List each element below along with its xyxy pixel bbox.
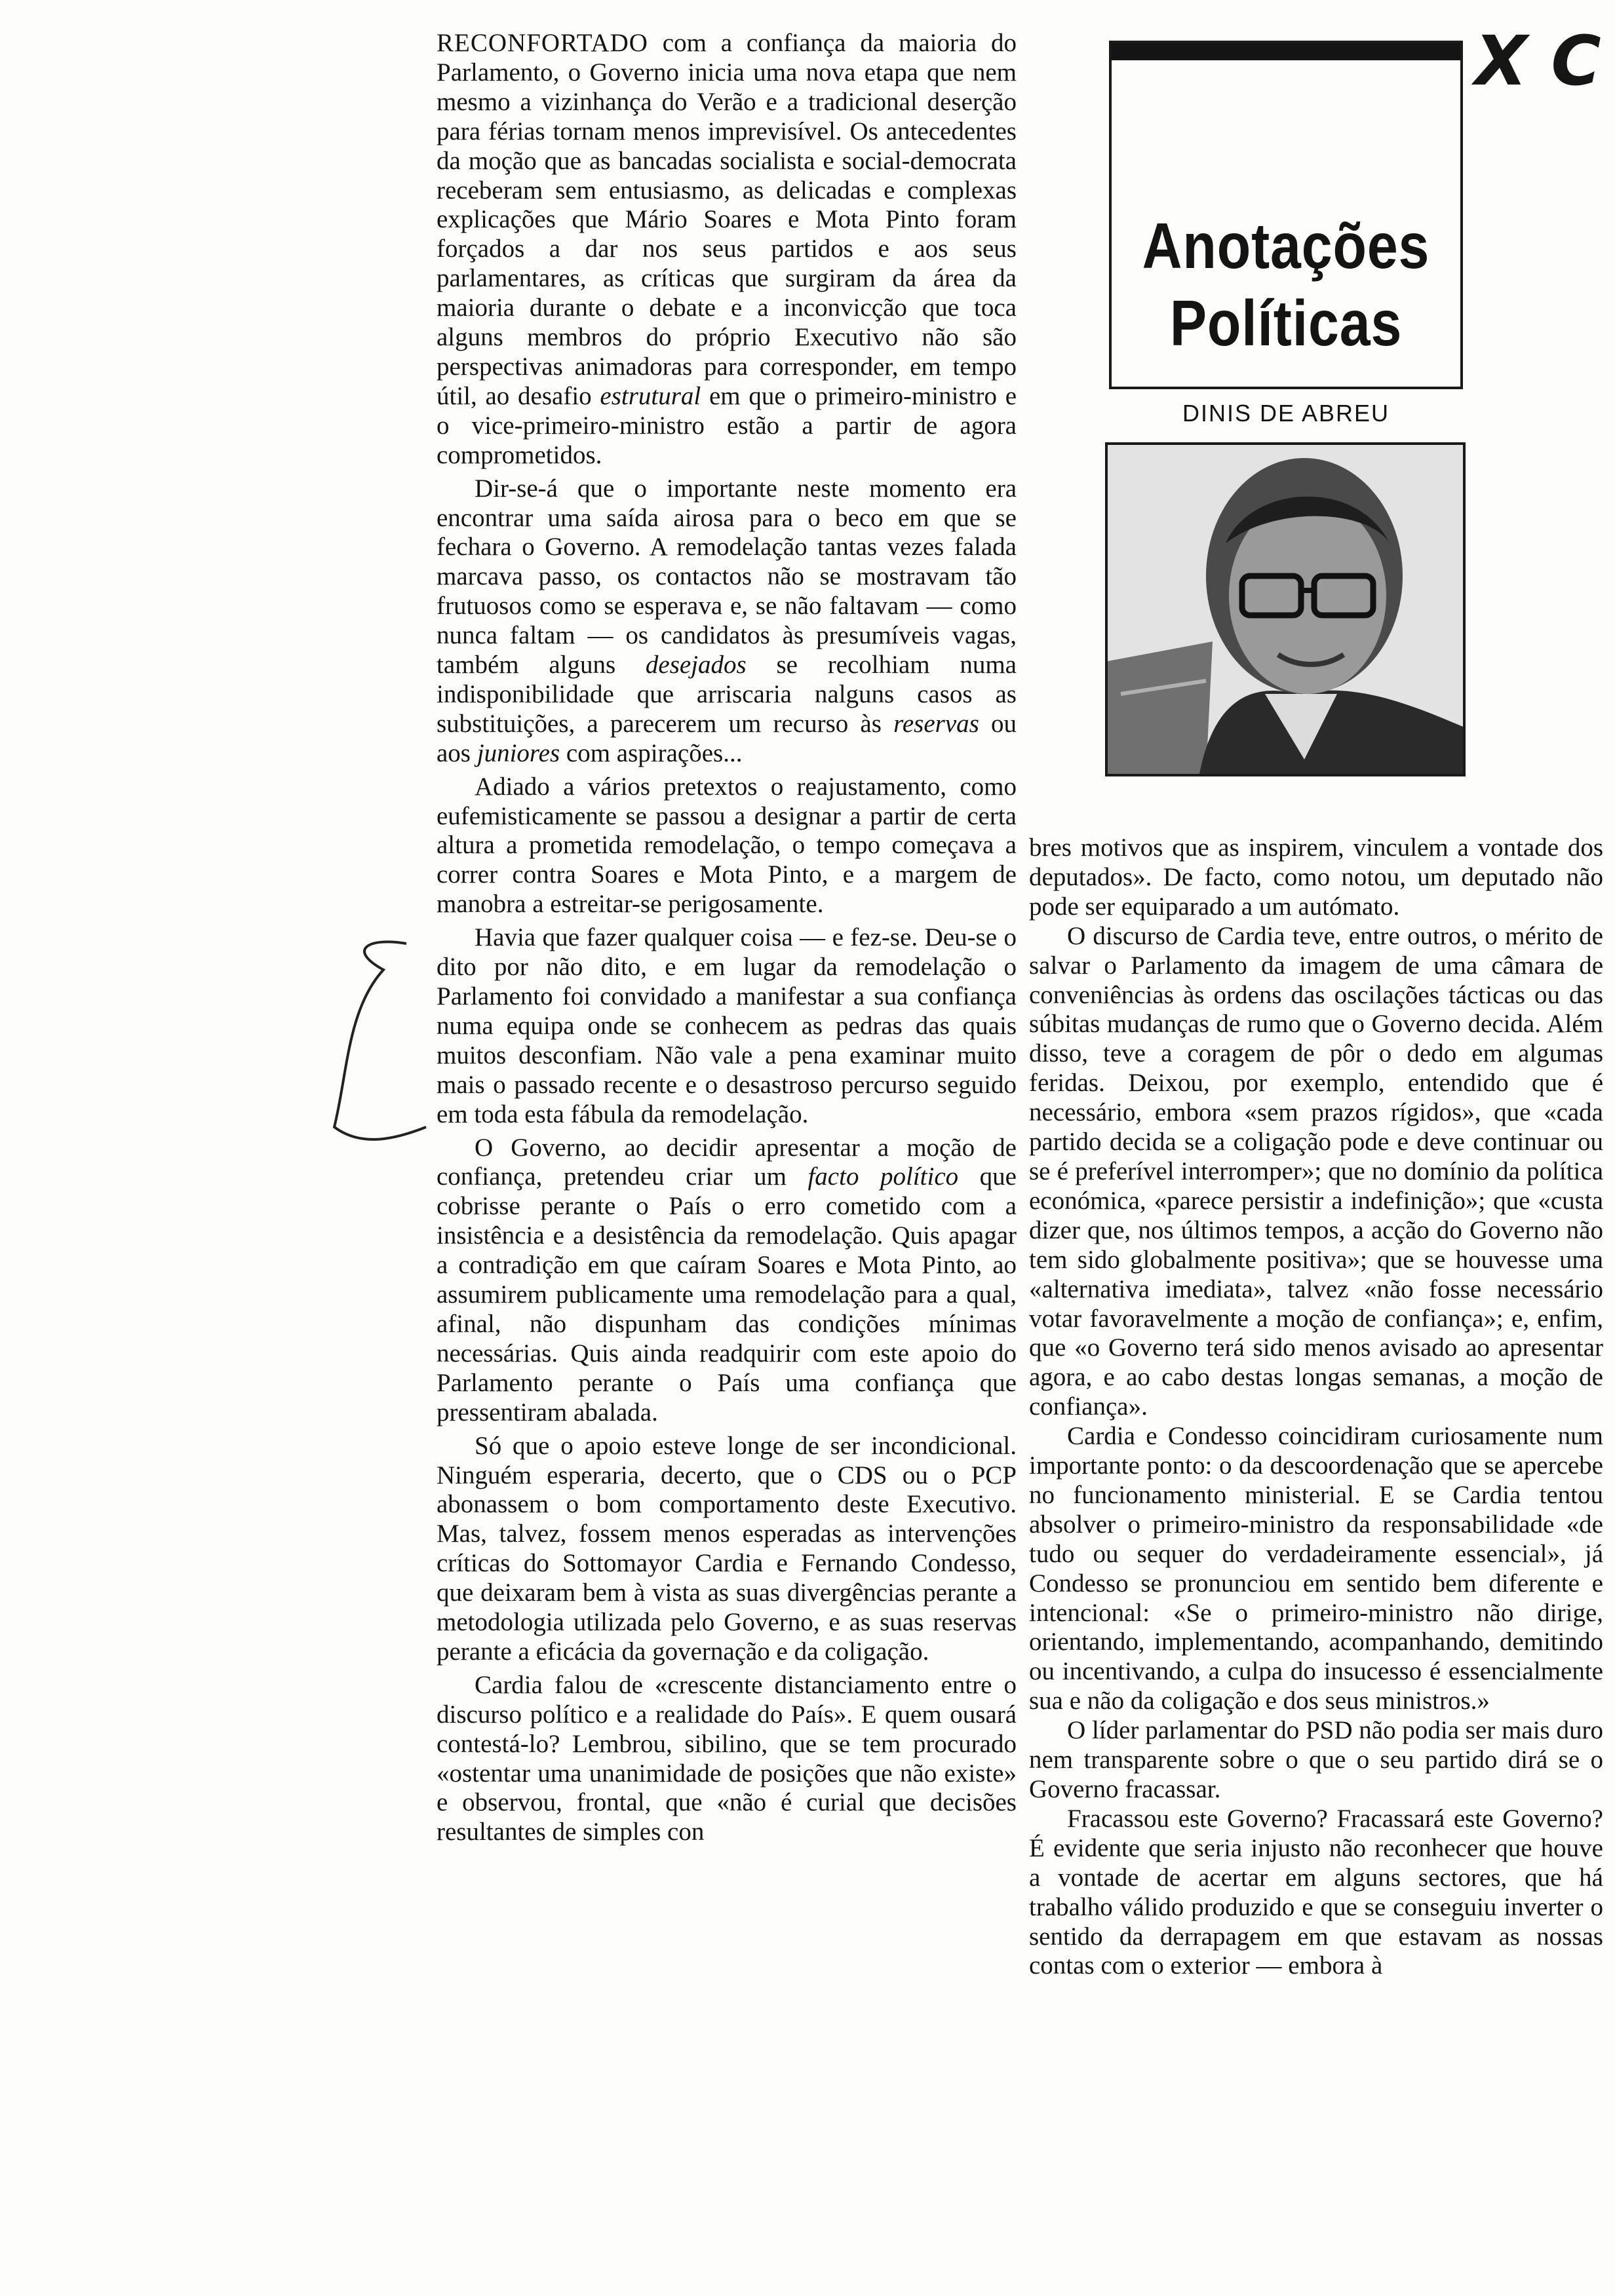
masthead-bar [1112,43,1460,60]
author-photo [1105,442,1466,776]
article-paragraph: Cardia e Condesso coincidiram curiosamente num importante ponto: o da descoordenação que se apercebe no funcionamento ministerial. E se Cardia tentou absolver o primeiro-ministro da responsabilidade «de tudo ou sequer do verdadeiramente essencial», já Condesso se pronunciou em sentido bem diferente e intencional: «Se o primeiro-ministro não dirige, orientando, implementando, acompanhando, demitindo ou incentivando, a culpa do insucesso é essencialmente sua e não da coligação e dos seus ministros.» [1029,1422,1603,1715]
handwritten-annotation: X C [1475,21,1601,101]
article-paragraph: bres motivos que as inspirem, vinculem a vontade dos deputados». De facto, como notou, um deputado não pode ser equiparado a um autómato. [1029,833,1603,921]
article-paragraph: O discurso de Cardia teve, entre outros, o mérito de salvar o Parlamento da imagem de uma câmara de conveniências às ordens das oscilações tácticas ou das súbitas mudanças de rumo que o Governo decida. Além disso, teve a coragem de pôr o dedo em algumas feridas. Deixou, por exemplo, entendido que é necessário, embora «sem prazos rígidos», que «cada partido decida se a coligação pode e deve continuar ou se é preferível interromper»; que no domínio da política económica, «parece persistir a indefinição»; que «custa dizer que, nos últimos tempos, a acção do Governo não tem sido globalmente positiva»; que se houvesse uma «alternativa imediata», talvez «não fosse necessário votar favoravelmente a moção de confiança»; e, enfim, que «o Governo terá sido menos avisado ao apresentar agora, e ao cabo destas longas semanas, a moção de confiança». [1029,921,1603,1421]
column-masthead [1109,41,1463,389]
column-title: Anotações Políticas [1142,210,1430,359]
article-paragraph: Cardia falou de «crescente distanciamento entre o discurso político e a realidade do País». E quem ousará contestá-lo? Lembrou, sibilino, que se tem procurado «ostentar uma unanimidade de posições que não existe» e observou, frontal, que «não é curial que decisões resultantes de simples con [437,1670,1017,1846]
article-paragraph: O Governo, ao decidir apresentar a moção de confiança, pretendeu criar um facto político que cobrisse perante o País o erro cometido com a insistência e a desistência da remodelação. Quis apagar a contradição em que caíram Soares e Mota Pinto, ao assumirem publicamente uma remodelação para a qual, afinal, não dispunham das condições mínimas necessárias. Quis ainda readquirir com este apoio do Parlamento perante o País uma confiança que pressentiram abalada. [437,1133,1017,1426]
article-paragraph: Só que o apoio esteve longe de ser incondicional. Ninguém esperaria, decerto, que o CDS ou o PCP abonassem o bom comportamento deste Executivo. Mas, talvez, fossem menos esperadas as intervenções críticas do Sottomayor Cardia e Fernando Condesso, que deixaram bem à vista as suas divergências perante a metodologia utilizada pelo Governo, e as suas reservas perante a eficácia da governação e da coligação. [437,1431,1017,1666]
article-paragraph: Adiado a vários pretextos o reajustamento, como eufemisticamente se passou a designar a partir de certa altura a prometida remodelação, o tempo começava a correr contra Soares e Mota Pinto, e a margem de manobra a estreitar-se perigosamente. [437,772,1017,919]
article-paragraph: Dir-se-á que o importante neste momento era encontrar uma saída airosa para o beco em que se fechara o Governo. A remodelação tantas vezes falada marcava passo, os contactos não se mostravam tão frutuosos como se esperava e, se não faltavam — como nunca faltam — os candidatos às presumíveis vagas, também alguns desejados se recolhiam numa indisponibilidade que arriscaria nalguns casos as substituições, a parecerem um recurso às reservas ou aos juniores com aspirações... [437,474,1017,767]
article-paragraph: Havia que fazer qualquer coisa — e fez-se. Deu-se o dito por não dito, e em lugar da remodelação o Parlamento foi convidado a manifestar a sua confiança numa equipa onde se conhecem as pedras das quais muitos desconfiam. Não vale a pena examinar muito mais o passado recente e o desastroso percurso seguido em toda esta fábula da remodelação. [437,923,1017,1128]
article-paragraph: RECONFORTADO com a confiança da maioria do Parlamento, o Governo inicia uma nova etapa que nem mesmo a vizinhança do Verão e a tradicional deserção para férias tornam menos imprevisível. Os antecedentes da moção que as bancadas socialista e social-democrata receberam sem entusiasmo, as delicadas e complexas explicações que Mário Soares e Mota Pinto foram forçados a dar nos seus partidos e aos seus parlamentares, as críticas que surgiram da área da maioria durante o debate e a inconvicção que toca alguns membros do próprio Executivo não são perspectivas animadoras para corresponder, em tempo útil, ao desafio estrutural em que o primeiro-ministro e o vice-primeiro-ministro estão a partir de agora comprometidos. [437,29,1017,469]
article-column-right [1029,833,1603,1981]
article-paragraph: O líder parlamentar do PSD não podia ser mais duro nem transparente sobre o que o seu partido dirá se o Governo fracassar. [1029,1716,1603,1803]
author-byline: DINIS DE ABREU [1182,400,1390,427]
lead-word: RECONFORTADO [437,29,648,57]
article-column-left [437,29,1017,1847]
article-paragraph: Fracassou este Governo? Fracassará este Governo? É evidente que seria injusto não reconhecer que houve a vontade de acertar em alguns sectores, que há trabalho válido produzido e que se conseguiu inverter o sentido da derrapagem em que estavam as nossas contas com o exterior — embora à [1029,1804,1603,1980]
handwritten-bracket-mark [321,930,433,1166]
